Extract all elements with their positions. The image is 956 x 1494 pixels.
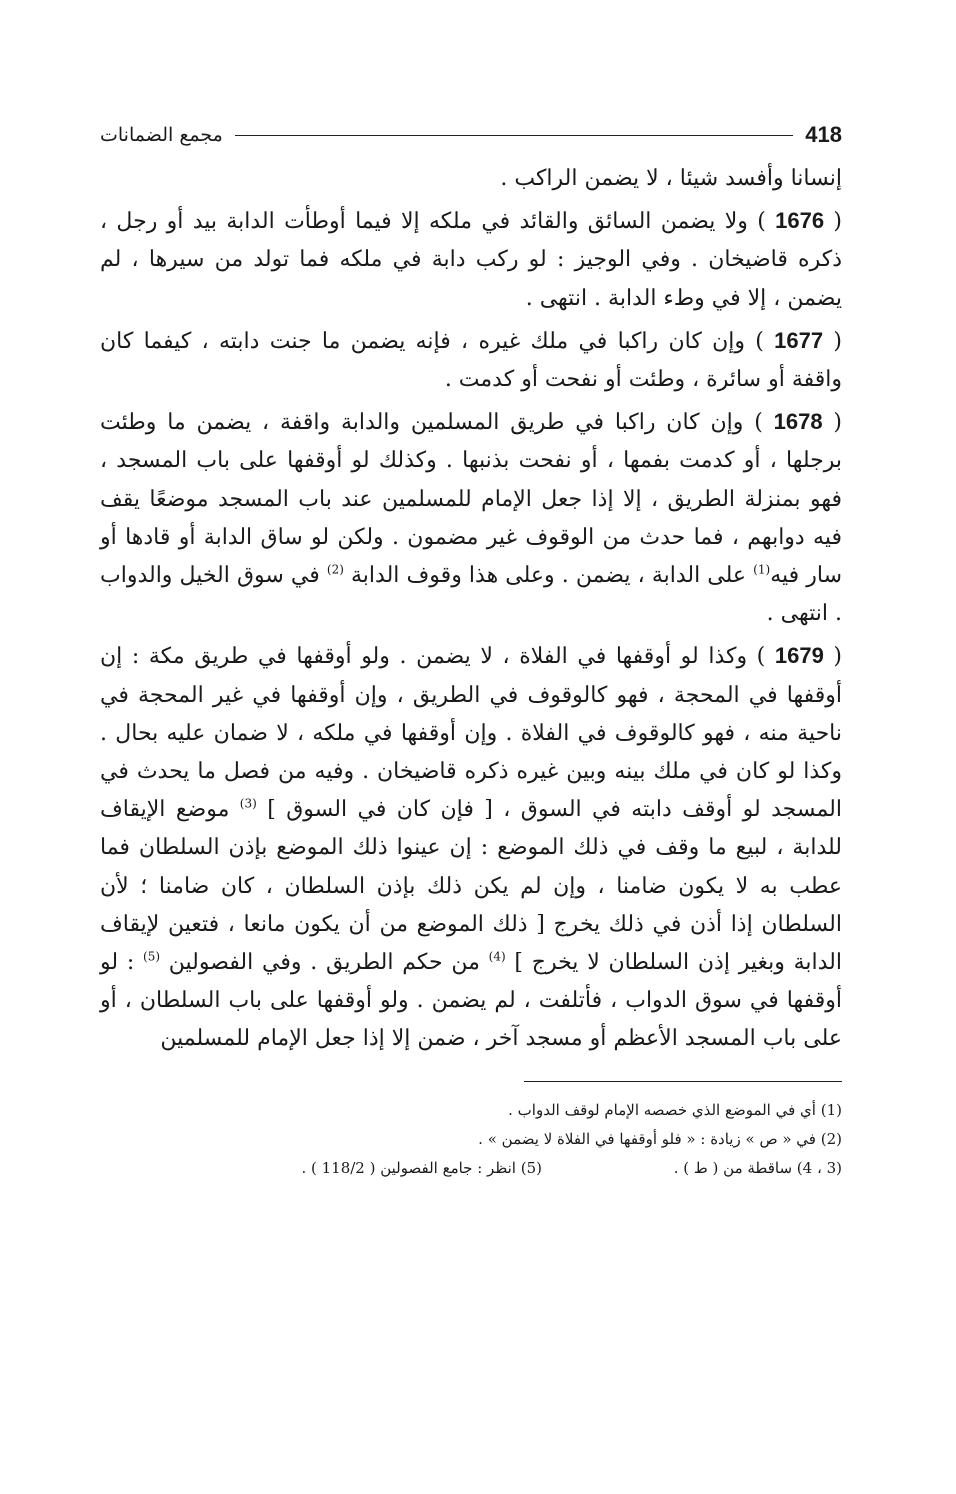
paragraph-text: على الدابة ، يضمن . وعلى هذا وقوف الدابة bbox=[343, 563, 754, 589]
footnote-row bbox=[100, 1154, 842, 1183]
paragraph-number: 1678 bbox=[773, 409, 823, 435]
footnote-ref[interactable]: (2) bbox=[326, 562, 344, 577]
footnote-1: (1) أي في الموضع الذي خصصه الإمام لوقف الدواب . bbox=[508, 1100, 842, 1119]
paragraph-text: في سوق الخيل والدواب . انتهى . bbox=[100, 563, 842, 627]
paragraph-bracket: ( bbox=[823, 328, 842, 354]
paragraph-1679 bbox=[100, 637, 842, 1058]
paragraph-number: 1676 bbox=[775, 208, 825, 234]
paragraph-text: ) وإن كان راكبا في طريق المسلمين والدابة واقفة ، يضمن ما وطئت برجلها ، أو كدمت بفمها ، أو نفحت بذنبها . وكذلك لو أوقفها على باب المسجد ، فهو بمنزلة الطريق ، إلا إذا جعل الإمام للمسلمين عند باب المسجد موضعًا يقف فيه دوابهم ، فما حدث من الوقوف غير مضمون . ولكن لو ساق الدابة أو قادها أو سار فيه bbox=[100, 410, 842, 589]
footnote-separator bbox=[524, 1081, 842, 1082]
footnote-ref[interactable]: (4) bbox=[488, 949, 506, 964]
paragraph-1678 bbox=[100, 403, 842, 633]
paragraph-bracket: ( bbox=[823, 644, 843, 670]
footnote-ref[interactable]: (5) bbox=[143, 949, 161, 964]
footnote-5: (5) انظر : جامع الفصولين ( 118/2 ) . bbox=[301, 1158, 542, 1177]
book-title: مجمع الضمانات bbox=[100, 124, 223, 146]
footnote-ref[interactable]: (1) bbox=[753, 562, 771, 577]
paragraph-bracket: ( bbox=[824, 209, 843, 235]
header-rule bbox=[235, 135, 793, 136]
paragraph-text: موضع الإيقاف للدابة ، لبيع ما وقف في ذلك الموضع : إن عينوا ذلك الموضع بإذن السلطان فما عطب به لا يكون ضامنا ، وإن لم يكن ذلك بإذن السلطان ، كان ضامنا ؛ لأن السلطان إذا أذن في ذلك يخرج [ ذلك الموضع من أن يكون مانعا ، فتعين لإيقاف الدابة وبغير إذن السلطان لا يخرج ] bbox=[100, 797, 842, 976]
paragraph-text: : لو أوقفها في سوق الدواب ، فأتلفت ، لم يضمن . ولو أوقفها على باب السلطان ، أو على باب المسجد الأعظم أو مسجد آخر ، ضمن إلا إذا جعل الإمام للمسلمين bbox=[100, 950, 842, 1052]
paragraph-1676 bbox=[100, 202, 842, 318]
footnote-ref[interactable]: (3) bbox=[239, 796, 257, 811]
paragraph-text: من حكم الطريق . وفي الفصولين bbox=[160, 950, 489, 976]
paragraph-text: إنسانا وأفسد شيئا ، لا يضمن الراكب . bbox=[500, 166, 842, 191]
body-text bbox=[100, 160, 842, 1059]
paragraph-text: ) وإن كان راكبا في ملك غيره ، فإنه يضمن ما جنت دابته ، كيفما كان واقفة أو سائرة ، وطئت أو نفحت أو كدمت . bbox=[100, 328, 842, 393]
paragraph-text: ) وكذا لو أوقفها في الفلاة ، لا يضمن . ولو أوقفها في طريق مكة : إن أوقفها في المحجة ، فهو كالوقوف في الطريق ، وإن أوقفها في غير المحجة في ناحية منه ، فهو كالوقوف في الفلاة . وإن أوقفها في ملكه ، لا ضمان عليه بحال . وكذا لو كان في ملك بينه وبين غيره ذكره قاضيخان . وفيه من فصل ما يحدث في المسجد لو أوقف دابته في السوق ، [ فإن كان في السوق ] bbox=[100, 644, 842, 823]
paragraph bbox=[100, 160, 842, 198]
paragraph-text: ) ولا يضمن السائق والقائد في ملكه إلا فيما أوطأت الدابة بيد أو رجل ، ذكره قاضيخان . وفي الوجيز : لو ركب دابة في ملكه فما تولد من سيرها ، لم يضمن ، إلا في وطء الدابة . انتهى . bbox=[100, 209, 842, 311]
paragraph-number: 1679 bbox=[774, 643, 824, 669]
paragraph-number: 1677 bbox=[774, 327, 824, 353]
footnotes bbox=[100, 1096, 842, 1183]
footnote-3-4: (3 ، 4) ساقطة من ( ط ) . bbox=[673, 1158, 842, 1177]
paragraph-bracket: ( bbox=[822, 410, 843, 436]
paragraph-1677 bbox=[100, 322, 842, 399]
running-header bbox=[100, 110, 842, 160]
footnote-2: (2) في « ص » زيادة : « فلو أوقفها في الفلاة لا يضمن » . bbox=[478, 1129, 842, 1148]
page-number: 418 bbox=[805, 122, 842, 147]
page bbox=[100, 110, 842, 1183]
